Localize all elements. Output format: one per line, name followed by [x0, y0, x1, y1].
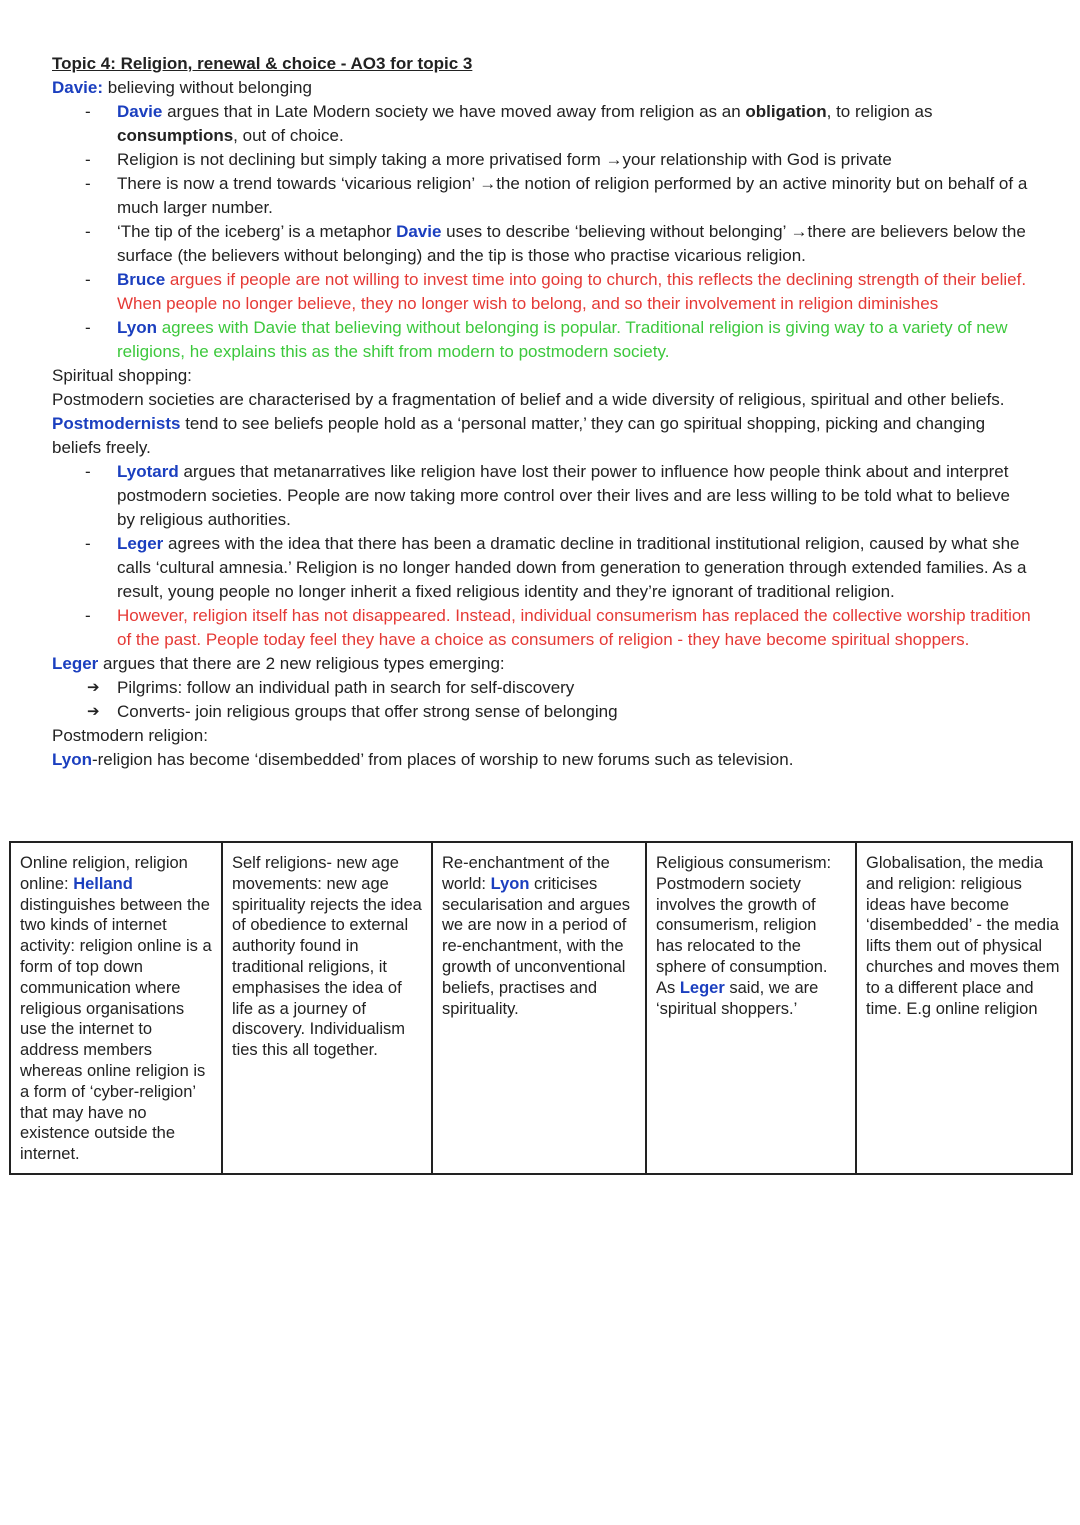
- list-item-critique: - However, religion itself has not disappeared. Instead, individual consumerism has replaced the collective worship tradition of the past. People today feel they have a choice as consumers of religion - they have become spiritual shoppers.: [117, 604, 1032, 652]
- table-cell-self-religions: Self religions- new age movements: new age spirituality rejects the idea of obedience to external authority found in traditional religions, it emphasises the idea of life as a journey of discovery. Individualism ties this all together.: [222, 842, 432, 1174]
- table-cell-globalisation: Globalisation, the media and religion: religious ideas have become ‘disembedded’ - the media lifts them out of physical churches and moves them to a different place and time. E.g online religion: [856, 842, 1072, 1174]
- list-item: - ‘The tip of the iceberg’ is a metaphor Davie uses to describe ‘believing without belonging’ →there are believers below the surface (the believers without belonging) and the tip is those who practise vicarious religion.: [117, 220, 1032, 268]
- spiritual-bullets: [52, 460, 1032, 652]
- davie-bullets: [52, 100, 1032, 364]
- page-title: Topic 4: Religion, renewal & choice - AO3 for topic 3: [52, 54, 473, 73]
- list-item: ➔ Converts- join religious groups that offer strong sense of belonging: [117, 700, 1032, 724]
- postmodern-heading: Postmodern religion:: [52, 726, 208, 745]
- list-item: - There is now a trend towards ‘vicarious religion’ →the notion of religion performed by an active minority but on behalf of a much larger number.: [117, 172, 1032, 220]
- davie-heading: Davie: believing without belonging: [52, 78, 312, 97]
- spiritual-heading: Spiritual shopping:: [52, 366, 192, 385]
- list-item: - Leger agrees with the idea that there has been a dramatic decline in traditional institutional religion, caused by what she calls ‘cultural amnesia.’ Religion is no longer handed down from generation to generation through extended families. As a result, young people no longer inherit a fixed religious identity and they’re ignorant of traditional religion.: [117, 532, 1032, 604]
- list-item: - Davie argues that in Late Modern society we have moved away from religion as an obligation, to religion as consumptions, out of choice.: [117, 100, 1032, 148]
- list-item-critique: - Bruce argues if people are not willing to invest time into going to church, this reflects the declining strength of their belief. When people no longer believe, they no longer wish to belong, and so their involvement in religion diminishes: [117, 268, 1032, 316]
- davie-name: Davie:: [52, 78, 104, 97]
- list-item-support: - Lyon agrees with Davie that believing without belonging is popular. Traditional religion is giving way to a variety of new religions, he explains this as the shift from modern to postmodern society.: [117, 316, 1032, 364]
- postmodern-religion-table: [9, 841, 1073, 1175]
- table-cell-online-religion: Online religion, religion online: Helland distinguishes between the two kinds of internet activity: religion online is a form of top down communication where religious organisations use the internet to address members whereas online religion is a form of ‘cyber-religion’ that may have no existence outside the internet.: [10, 842, 222, 1174]
- list-item: - Lyotard argues that metanarratives like religion have lost their power to influence how people think about and interpret postmodern societies. People are now taking more control over their lives and are less willing to be told what to believe by religious authorities.: [117, 460, 1032, 532]
- leger-heading: Leger argues that there are 2 new religious types emerging:: [52, 654, 505, 673]
- table-cell-religious-consumerism: Religious consumerism: Postmodern society involves the growth of consumerism, religion has relocated to the sphere of consumption. As Leger said, we are ‘spiritual shoppers.’: [646, 842, 856, 1174]
- table-row: [10, 842, 1072, 1174]
- leger-types: [52, 676, 1032, 724]
- postmodern-line: Lyon-religion has become ‘disembedded’ from places of worship to new forums such as television.: [52, 750, 794, 769]
- list-item: - Religion is not declining but simply taking a more privatised form →your relationship with God is private: [117, 148, 1032, 172]
- table-cell-re-enchantment: Re-enchantment of the world: Lyon criticises secularisation and argues we are now in a period of re-enchantment, with the growth of unconventional beliefs, practises and spirituality.: [432, 842, 646, 1174]
- spiritual-paragraph: Postmodern societies are characterised by a fragmentation of belief and a wide diversity of religious, spiritual and other beliefs. Postmodernists tend to see beliefs people hold as a ‘personal matter,’ they can go spiritual shopping, picking and changing beliefs freely.: [52, 390, 1005, 457]
- list-item: ➔ Pilgrims: follow an individual path in search for self-discovery: [117, 676, 1032, 700]
- notes-page: [52, 52, 1032, 772]
